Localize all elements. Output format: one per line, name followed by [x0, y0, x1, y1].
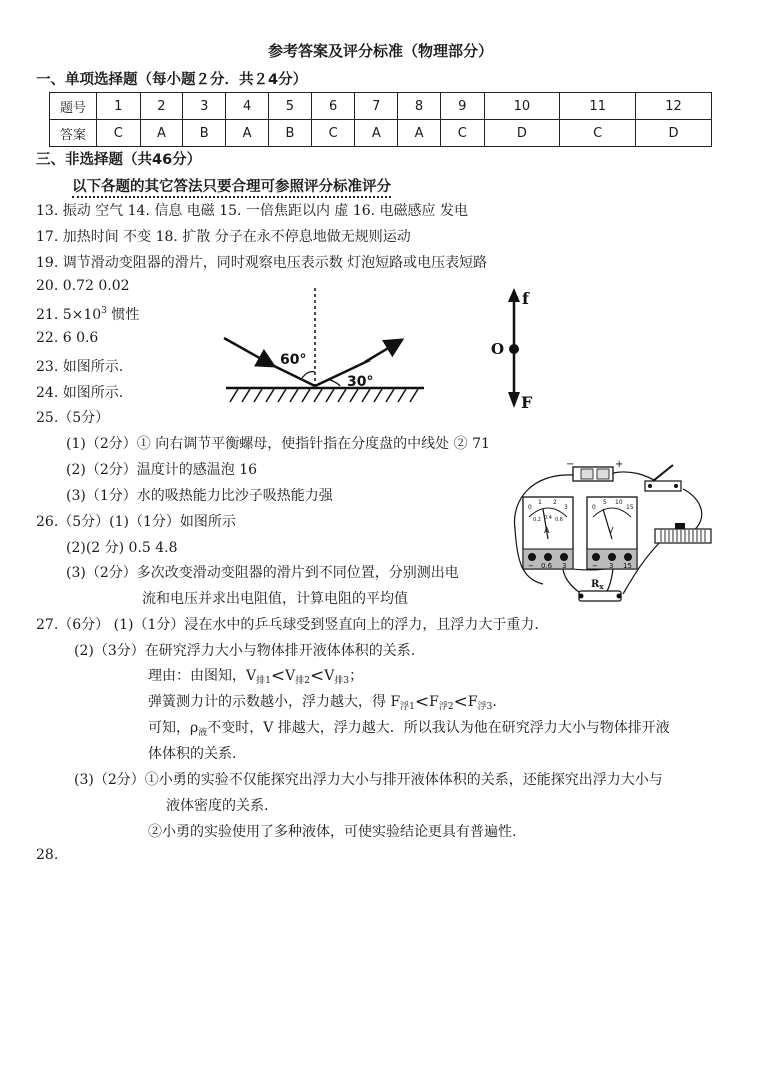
- switch-terminal: [674, 484, 678, 488]
- voltmeter-terminal: [624, 553, 632, 561]
- symbol-v: V: [285, 668, 296, 684]
- battery-minus: −: [566, 459, 575, 470]
- reflected-ray-arrow: [365, 341, 400, 362]
- angle-arc-incident: [302, 372, 315, 378]
- punctuation: .: [492, 694, 497, 710]
- symbol-v: V: [324, 668, 335, 684]
- table-cell: 11: [560, 93, 636, 120]
- subscript: 排1: [256, 676, 271, 686]
- ammeter-terminal: [528, 553, 536, 561]
- angle-arc-surface: [328, 379, 340, 386]
- ammeter-scale-label: 3: [564, 504, 568, 511]
- subscript: 浮3: [477, 702, 493, 712]
- answer-25-2: (2)（2分）温度计的感温泡 16: [66, 462, 258, 478]
- ammeter-scale-label: 2: [553, 499, 557, 506]
- exponent: 3: [101, 306, 107, 316]
- mirror-hatching: [230, 389, 418, 402]
- subscript: 排2: [295, 676, 310, 686]
- answer-27-3a: (3)（2分）①小勇的实验不仅能探究出浮力大小与排开液体体积的关系，还能探究出浮力大小与: [74, 772, 663, 788]
- section1-heading: 一、单项选择题（每小题２分．共２4分）: [36, 72, 308, 88]
- table-cell: A: [226, 120, 269, 147]
- switch-terminal: [648, 484, 652, 488]
- less-than-sign: <: [414, 692, 430, 712]
- table-cell: C: [560, 120, 636, 147]
- table-cell: 6: [311, 93, 355, 120]
- resistor-label: [591, 579, 604, 591]
- arrow-up-icon: [508, 288, 520, 302]
- table-row-numbers: [50, 93, 712, 120]
- know-text-rest: 不变时，V 排越大，浮力越大．所以我认为他在研究浮力大小与物体排开液: [207, 720, 670, 736]
- answer-26-3a: (3)（2分）多次改变滑动变阻器的滑片到不同位置，分别测出电: [66, 565, 459, 581]
- answer-27-know-end: 体体积的关系.: [148, 746, 237, 762]
- know-text: 可知，ρ: [148, 720, 199, 736]
- resistor: [579, 591, 621, 601]
- table-cell: 3: [183, 93, 226, 120]
- table-cell: 5: [268, 93, 311, 120]
- battery-cell: [581, 469, 593, 479]
- answer-27-3c: ②小勇的实验使用了多种液体，可使实验结论更具有普遍性.: [148, 824, 517, 840]
- subscript: 液: [198, 728, 208, 738]
- ammeter-scale-label: 0.4: [544, 515, 552, 521]
- answer-24: 24. 如图所示.: [36, 385, 124, 401]
- voltmeter-scale-label: 10: [615, 499, 623, 506]
- table-cell: A: [140, 120, 183, 147]
- spring-text: 弹簧测力计的示数越小，浮力越大，得 F: [148, 694, 401, 710]
- table-cell: A: [398, 120, 441, 147]
- circuit-diagram: [503, 459, 718, 609]
- ammeter-scale-label: 0.2: [533, 517, 541, 523]
- resistor-letter: R: [591, 579, 600, 590]
- answer-27-3b: 液体密度的关系.: [166, 798, 269, 814]
- ammeter-terminal-label: 3: [562, 562, 567, 570]
- scoring-note: [72, 175, 391, 196]
- answer-26: 26.（5分）(1)（1分）如图所示: [36, 514, 236, 530]
- arrow-down-icon: [508, 392, 520, 408]
- table-cell: D: [636, 120, 712, 147]
- ammeter-terminal-label: 0.6: [541, 562, 553, 570]
- less-than-sign: <: [309, 666, 325, 686]
- answer-13-16: 13. 振动 空气 14. 信息 电磁 15. 一倍焦距以内 虚 16. 电磁感应 发电: [36, 203, 469, 219]
- ammeter-scale-label: 1: [538, 499, 542, 506]
- answer-21-inertia: 惯性: [106, 307, 140, 323]
- table-cell: A: [355, 120, 398, 147]
- punctuation: ；: [349, 668, 364, 684]
- force-f-label: f: [522, 289, 529, 308]
- answer-table: [49, 92, 712, 147]
- subscript: 浮2: [438, 702, 454, 712]
- incident-ray: [224, 338, 272, 365]
- answer-25-1: (1)（2分）① 向右调节平衡螺母，使指针指在分度盘的中线处 ② 71: [66, 436, 490, 452]
- table-cell: 1: [97, 93, 141, 120]
- less-than-sign: <: [270, 666, 286, 686]
- less-than-sign: <: [453, 692, 468, 712]
- point-o: [509, 344, 519, 354]
- symbol-f: F: [467, 694, 478, 710]
- voltmeter-scale-label: 5: [603, 499, 607, 506]
- answer-19: 19. 调节滑动变阻器的滑片，同时观察电压表示数 灯泡短路或电压表短路: [36, 255, 488, 271]
- subscript: 排3: [334, 676, 350, 686]
- answer-22: 22. 6 0.6: [36, 330, 99, 346]
- voltmeter-scale-label: 0: [592, 504, 596, 511]
- table-cell: B: [183, 120, 226, 147]
- table-row-label: 答案: [50, 120, 97, 147]
- table-cell: C: [97, 120, 141, 147]
- voltmeter-symbol: V: [608, 526, 614, 535]
- point-o-label: O: [491, 340, 505, 358]
- angle-60-label: 60°: [280, 352, 307, 368]
- rheostat-slider: [675, 523, 685, 529]
- table-cell: C: [311, 120, 355, 147]
- voltmeter-scale-label: 15: [626, 504, 634, 511]
- table-cell: 12: [636, 93, 712, 120]
- ammeter-symbol: A: [544, 526, 550, 535]
- section3-heading: 三、非选择题（共46分）: [36, 152, 202, 168]
- reflection-diagram: [220, 286, 430, 411]
- table-cell: C: [440, 120, 484, 147]
- force-F-label: F: [521, 393, 533, 412]
- answer-17-18: 17. 加热时间 不变 18. 扩散 分子在永不停息地做无规则运动: [36, 229, 411, 245]
- voltmeter-terminal: [592, 553, 600, 561]
- ammeter-scale-label: 0.6: [555, 517, 563, 523]
- wire: [683, 489, 702, 531]
- ammeter-scale-label: 0: [528, 504, 532, 511]
- answer-21-value: 21. 5×10: [36, 307, 102, 323]
- ammeter-terminal: [560, 553, 568, 561]
- answer-27-know: [148, 717, 670, 738]
- resistor-terminal: [617, 594, 622, 599]
- table-cell: 7: [355, 93, 398, 120]
- answer-28: 28.: [36, 847, 59, 863]
- table-row-label: 题号: [50, 93, 97, 120]
- rheostat: [655, 529, 711, 543]
- battery-plus: +: [615, 459, 624, 470]
- battery-cell: [597, 469, 609, 479]
- answer-25: 25.（5分）: [36, 410, 110, 426]
- answer-20: 20. 0.72 0.02: [36, 278, 130, 294]
- scoring-note-text: 以下各题的其它答法只要合理可参照评分标准评分: [72, 179, 391, 198]
- answer-25-3: (3)（1分）水的吸热能力比沙子吸热能力强: [66, 488, 333, 504]
- answer-26-3b: 流和电压并求出电阻值，计算电阻的平均值: [142, 591, 408, 607]
- ammeter-terminal-label: −: [528, 562, 534, 570]
- table-cell: D: [484, 120, 560, 147]
- force-diagram: [488, 284, 548, 414]
- answer-27-reason: [148, 665, 363, 686]
- subscript: 浮1: [400, 702, 415, 712]
- answer-27-2: (2)（3分）在研究浮力大小与物体排开液体体积的关系.: [74, 643, 416, 659]
- table-cell: 2: [140, 93, 183, 120]
- symbol-f: F: [429, 694, 439, 710]
- table-cell: 9: [440, 93, 484, 120]
- page-title: 参考答案及评分标准（物理部分）: [267, 42, 493, 60]
- ammeter-terminal: [544, 553, 552, 561]
- reason-text: 理由：由图知，V: [148, 668, 257, 684]
- table-cell: 8: [398, 93, 441, 120]
- switch-lever: [653, 465, 673, 481]
- resistor-subscript: x: [599, 582, 604, 591]
- answer-23: 23. 如图所示.: [36, 359, 124, 375]
- voltmeter-terminal-label: −: [592, 562, 598, 570]
- angle-30-label: 30°: [347, 374, 374, 390]
- table-cell: 4: [226, 93, 269, 120]
- voltmeter-terminal: [608, 553, 616, 561]
- table-cell: B: [268, 120, 311, 147]
- voltmeter-terminal-label: 3: [609, 562, 614, 570]
- table-row-answers: [50, 120, 712, 147]
- answer-27-spring: [148, 691, 497, 712]
- answer-27: 27.（6分） (1)（1分）浸在水中的乒乓球受到竖直向上的浮力，且浮力大于重力.: [36, 617, 539, 633]
- answer-26-2: (2)(2 分) 0.5 4.8: [66, 540, 178, 556]
- voltmeter-terminal-label: 15: [623, 562, 632, 570]
- table-cell: 10: [484, 93, 560, 120]
- answer-21: [36, 304, 139, 324]
- resistor-terminal: [579, 594, 584, 599]
